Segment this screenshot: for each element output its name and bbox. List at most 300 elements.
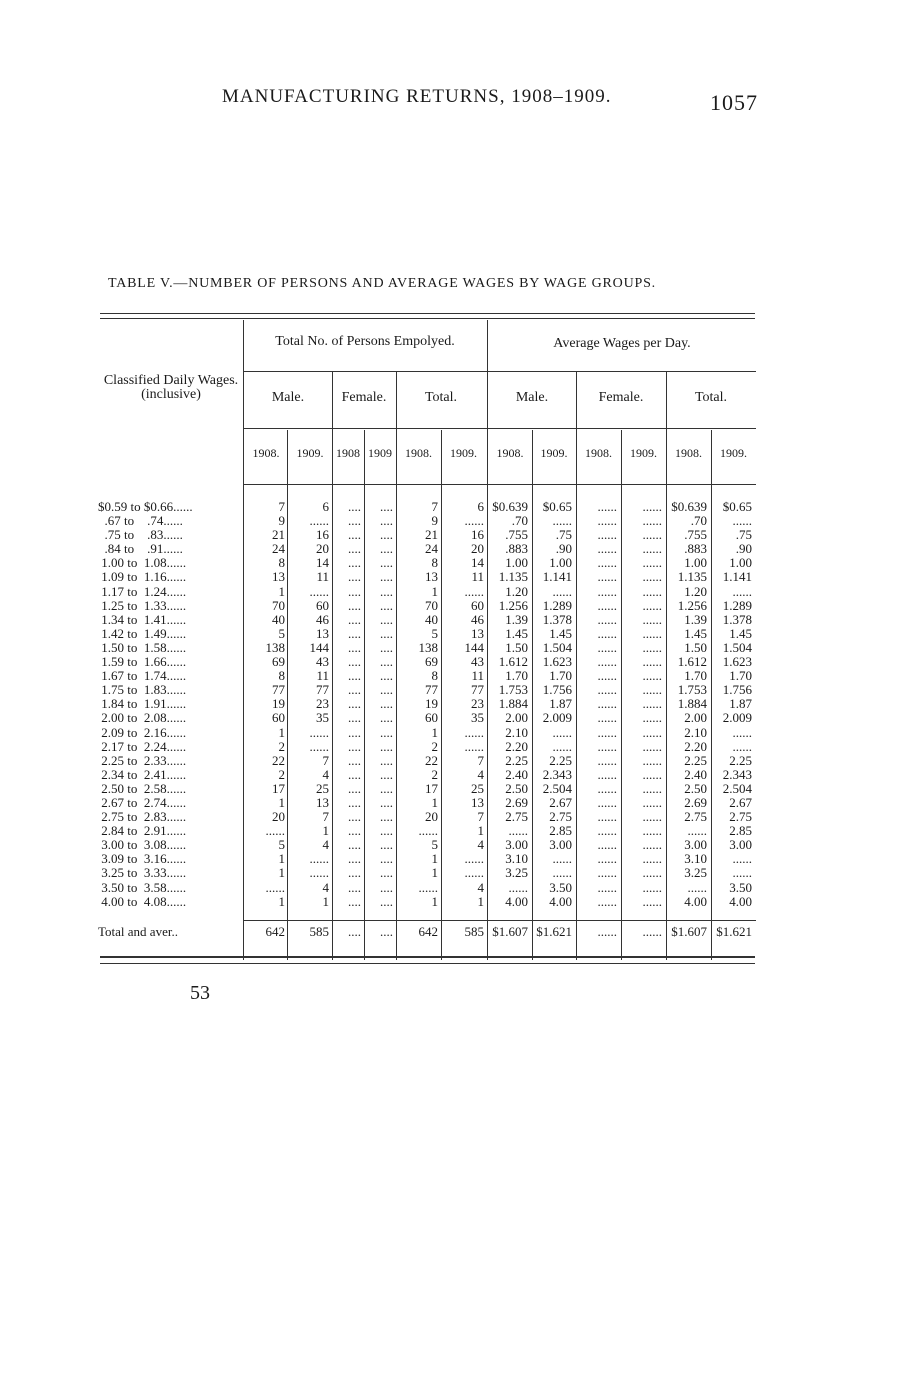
value-cell: 77 — [272, 683, 285, 698]
table-row — [98, 824, 755, 838]
year-header: 1908. — [675, 446, 702, 460]
value-cell: 1.612 — [498, 655, 528, 670]
value-cell: 1.70 — [549, 669, 572, 684]
value-cell: 22 — [425, 753, 438, 768]
value-cell: ...... — [642, 711, 662, 726]
table-row — [98, 556, 755, 570]
value-cell: $0.639 — [671, 500, 707, 514]
wage-class-cell: 1.17 to 1.24...... — [98, 584, 187, 599]
value-cell: ...... — [309, 514, 329, 529]
value-cell: 2.009 — [722, 711, 752, 726]
value-cell: 3.25 — [505, 866, 528, 881]
value-cell: .70 — [690, 514, 707, 529]
value-cell: 2.009 — [542, 711, 572, 726]
value-cell: 1.00 — [549, 556, 572, 571]
value-cell: ...... — [732, 514, 752, 529]
value-cell: ...... — [732, 584, 752, 599]
value-cell: ...... — [687, 824, 707, 839]
value-cell: .... — [348, 697, 361, 712]
value-cell: 1.45 — [729, 626, 752, 641]
value-cell: 6 — [477, 500, 484, 514]
value-cell: .... — [380, 781, 393, 796]
value-cell: .... — [348, 894, 361, 909]
value-cell: 60 — [425, 711, 438, 726]
year-header: 1909. — [540, 446, 568, 460]
value-cell: .... — [380, 528, 393, 543]
value-cell: 4 — [322, 880, 329, 895]
value-cell: 46 — [316, 612, 329, 627]
value-cell: ...... — [597, 669, 617, 684]
value-cell: .755 — [684, 528, 707, 543]
value-cell: 2.25 — [684, 753, 707, 768]
wage-class-cell: 1.09 to 1.16...... — [98, 570, 187, 585]
value-cell: 9 — [431, 514, 438, 529]
table-row — [98, 711, 755, 725]
value-cell: ...... — [642, 598, 662, 613]
value-cell: ...... — [597, 598, 617, 613]
wage-class-cell: 1.34 to 1.41...... — [98, 612, 187, 627]
value-cell: 20 — [425, 810, 438, 825]
value-cell: ...... — [597, 725, 617, 740]
year-header: 1909. — [630, 446, 657, 460]
value-cell: .... — [380, 725, 393, 740]
total-value: 642 — [265, 924, 285, 939]
value-cell: .... — [348, 838, 361, 853]
value-cell: .... — [348, 500, 361, 514]
value-cell: ...... — [418, 880, 438, 895]
value-cell: .... — [348, 711, 361, 726]
value-cell: .... — [348, 570, 361, 585]
value-cell: 1.70 — [729, 669, 752, 684]
wage-class-cell: .67 to .74...... — [98, 514, 183, 529]
value-cell: ...... — [309, 739, 329, 754]
value-cell: 2.40 — [684, 767, 707, 782]
header-divider-3 — [244, 484, 756, 485]
value-cell: 3.10 — [684, 852, 707, 867]
wage-class-cell: 1.42 to 1.49...... — [98, 626, 187, 641]
value-cell: 1.141 — [722, 570, 752, 585]
value-cell: 3.50 — [549, 880, 572, 895]
wage-class-cell: 3.00 to 3.08...... — [98, 838, 187, 853]
value-cell: ...... — [642, 753, 662, 768]
value-cell: .... — [380, 838, 393, 853]
value-cell: ...... — [309, 866, 329, 881]
value-cell: 2.69 — [684, 795, 707, 810]
table-row — [98, 810, 755, 824]
table-row — [98, 796, 755, 810]
value-cell: 1.00 — [729, 556, 752, 571]
value-cell: 21 — [272, 528, 285, 543]
value-cell: 24 — [272, 542, 285, 557]
value-cell: 1 — [431, 584, 438, 599]
value-cell: 20 — [471, 542, 484, 557]
value-cell: ...... — [597, 852, 617, 867]
value-cell: ...... — [597, 640, 617, 655]
value-cell: 1.756 — [722, 683, 752, 698]
total-value: .... — [380, 924, 393, 939]
value-cell: 2.10 — [505, 725, 528, 740]
value-cell: 1 — [278, 725, 285, 740]
value-cell: 138 — [265, 640, 285, 655]
bottom-rule-2 — [100, 963, 755, 964]
value-cell: 3.00 — [729, 838, 752, 853]
value-cell: 35 — [316, 711, 329, 726]
value-cell: 8 — [431, 556, 438, 571]
value-cell: .755 — [505, 528, 528, 543]
value-cell: 2.504 — [722, 781, 752, 796]
value-cell: .... — [380, 866, 393, 881]
value-cell: ...... — [552, 739, 572, 754]
value-cell: 25 — [471, 781, 484, 796]
table-row — [98, 852, 755, 866]
value-cell: 1.884 — [498, 697, 528, 712]
table-row — [98, 528, 755, 542]
value-cell: 77 — [471, 683, 484, 698]
value-cell: .... — [380, 810, 393, 825]
year-header: 1908 — [336, 446, 360, 460]
value-cell: ...... — [265, 880, 285, 895]
total-value: $1.607 — [492, 924, 528, 939]
value-cell: ...... — [508, 824, 528, 839]
value-cell: .... — [348, 584, 361, 599]
value-cell: 4 — [477, 767, 484, 782]
bottom-rule — [100, 956, 755, 958]
value-cell: 1.612 — [677, 655, 707, 670]
value-cell: .... — [348, 669, 361, 684]
value-cell: 1.70 — [505, 669, 528, 684]
value-cell: 24 — [425, 542, 438, 557]
wage-class-cell: 2.34 to 2.41...... — [98, 767, 187, 782]
value-cell: 1.87 — [549, 697, 572, 712]
value-cell: 2.343 — [542, 767, 572, 782]
total-value: ...... — [642, 924, 662, 939]
wage-class-cell: 2.50 to 2.58...... — [98, 781, 187, 796]
value-cell: ...... — [464, 514, 484, 529]
value-cell: ...... — [642, 514, 662, 529]
value-cell: .... — [348, 626, 361, 641]
value-cell: 22 — [272, 753, 285, 768]
table-row — [98, 655, 755, 669]
total-value: $1.621 — [716, 924, 752, 939]
total-value: 585 — [464, 924, 484, 939]
wage-class-cell: .75 to .83...... — [98, 528, 183, 543]
table-row — [98, 881, 755, 895]
value-cell: 8 — [278, 669, 285, 684]
top-rule — [100, 313, 755, 314]
top-rule-2 — [100, 318, 755, 319]
value-cell: 7 — [322, 753, 329, 768]
table-row — [98, 570, 755, 584]
value-cell: 7 — [477, 753, 484, 768]
year-header: 1908. — [496, 446, 524, 460]
value-cell: .75 — [735, 528, 752, 543]
footer-number: 53 — [190, 982, 210, 1004]
value-cell: 1.623 — [542, 655, 572, 670]
value-cell: 60 — [471, 598, 484, 613]
value-cell: 14 — [471, 556, 484, 571]
value-cell: 13 — [471, 626, 484, 641]
wage-class-cell: 4.00 to 4.08...... — [98, 894, 187, 909]
value-cell: 2.10 — [684, 725, 707, 740]
value-cell: 144 — [309, 640, 329, 655]
sub-female-wages: Female. — [598, 390, 644, 405]
value-cell: 17 — [425, 781, 438, 796]
value-cell: ...... — [642, 824, 662, 839]
value-cell: 2.25 — [549, 753, 572, 768]
value-cell: ...... — [642, 725, 662, 740]
value-cell: 7 — [322, 810, 329, 825]
value-cell: 2.67 — [729, 795, 752, 810]
value-cell: .... — [380, 711, 393, 726]
value-cell: .90 — [555, 542, 572, 557]
value-cell: ...... — [552, 852, 572, 867]
wage-class-cell: 1.75 to 1.83...... — [98, 683, 187, 698]
value-cell: ...... — [597, 683, 617, 698]
value-cell: .... — [348, 598, 361, 613]
table-row — [98, 542, 755, 556]
value-cell: ...... — [642, 640, 662, 655]
value-cell: 13 — [471, 795, 484, 810]
value-cell: 2.69 — [505, 795, 528, 810]
value-cell: ...... — [642, 542, 662, 557]
value-cell: 2.00 — [505, 711, 528, 726]
page-number: 1057 — [710, 90, 758, 115]
value-cell: 14 — [316, 556, 329, 571]
value-cell: ...... — [597, 838, 617, 853]
wage-class-cell: 2.00 to 2.08...... — [98, 711, 187, 726]
value-cell: 1.45 — [684, 626, 707, 641]
value-cell: ...... — [597, 711, 617, 726]
table-row — [98, 669, 755, 683]
value-cell: .... — [380, 697, 393, 712]
wage-class-cell: 2.17 to 2.24...... — [98, 739, 187, 754]
value-cell: .... — [380, 795, 393, 810]
value-cell: ...... — [597, 626, 617, 641]
sub-total-wages: Total. — [694, 390, 728, 405]
value-cell: 1.45 — [549, 626, 572, 641]
value-cell: 2.85 — [729, 824, 752, 839]
total-divider — [244, 920, 756, 921]
value-cell: 1 — [431, 725, 438, 740]
value-cell: 23 — [471, 697, 484, 712]
value-cell: $0.639 — [492, 500, 528, 514]
value-cell: .... — [380, 500, 393, 514]
wage-class-cell: 2.25 to 2.33...... — [98, 753, 187, 768]
value-cell: 40 — [425, 612, 438, 627]
total-value: $1.607 — [671, 924, 707, 939]
value-cell: ...... — [642, 739, 662, 754]
table-row — [98, 613, 755, 627]
value-cell: 1.141 — [542, 570, 572, 585]
year-header: 1909. — [720, 446, 747, 460]
table-row — [98, 726, 755, 740]
value-cell: .... — [380, 894, 393, 909]
value-cell: .... — [348, 810, 361, 825]
value-cell: 5 — [278, 626, 285, 641]
value-cell: ...... — [265, 824, 285, 839]
value-cell: 1.135 — [498, 570, 528, 585]
value-cell: 70 — [425, 598, 438, 613]
wage-class-cell: 1.84 to 1.91...... — [98, 697, 187, 712]
value-cell: 4.00 — [729, 894, 752, 909]
value-cell: ...... — [464, 866, 484, 881]
value-cell: .... — [380, 753, 393, 768]
value-cell: ...... — [597, 556, 617, 571]
value-cell: .... — [380, 669, 393, 684]
value-cell: 40 — [272, 612, 285, 627]
value-cell: 1.884 — [677, 697, 707, 712]
value-cell: 138 — [418, 640, 438, 655]
value-cell: 1 — [322, 894, 329, 909]
wage-class-cell: 2.67 to 2.74...... — [98, 795, 187, 810]
table-row — [98, 838, 755, 852]
value-cell: 4 — [477, 880, 484, 895]
value-cell: ...... — [642, 697, 662, 712]
value-cell: .... — [348, 612, 361, 627]
value-cell: 6 — [322, 500, 329, 514]
value-cell: 2.25 — [505, 753, 528, 768]
value-cell: 17 — [272, 781, 285, 796]
value-cell: 2 — [431, 767, 438, 782]
value-cell: ...... — [464, 584, 484, 599]
value-cell: ...... — [552, 866, 572, 881]
value-cell: .... — [380, 767, 393, 782]
value-cell: 2.20 — [684, 739, 707, 754]
value-cell: ...... — [642, 894, 662, 909]
value-cell: .... — [348, 725, 361, 740]
value-cell: 1.39 — [505, 612, 528, 627]
value-cell: ...... — [642, 795, 662, 810]
value-cell: 35 — [471, 711, 484, 726]
value-cell: 70 — [272, 598, 285, 613]
value-cell: 1.378 — [542, 612, 572, 627]
table-row — [98, 866, 755, 880]
value-cell: .... — [380, 640, 393, 655]
value-cell: 11 — [471, 669, 484, 684]
table-row — [98, 500, 755, 514]
value-cell: 2 — [278, 739, 285, 754]
table-row — [98, 895, 755, 909]
value-cell: 1.87 — [729, 697, 752, 712]
wage-class-cell: 1.25 to 1.33...... — [98, 598, 187, 613]
value-cell: ...... — [597, 739, 617, 754]
value-cell: .75 — [555, 528, 572, 543]
value-cell: 7 — [431, 500, 438, 514]
year-header: 1909. — [450, 446, 477, 460]
value-cell: .... — [380, 626, 393, 641]
value-cell: ...... — [597, 795, 617, 810]
value-cell: ...... — [642, 838, 662, 853]
value-cell: 2.67 — [549, 795, 572, 810]
value-cell: 4.00 — [684, 894, 707, 909]
value-cell: ...... — [732, 852, 752, 867]
value-cell: 3.10 — [505, 852, 528, 867]
value-cell: 1.256 — [498, 598, 528, 613]
value-cell: .... — [380, 584, 393, 599]
value-cell: ...... — [597, 824, 617, 839]
wage-class-cell: 1.00 to 1.08...... — [98, 556, 187, 571]
value-cell: ...... — [508, 880, 528, 895]
total-label: Total and aver.. — [98, 924, 178, 939]
value-cell: ...... — [464, 739, 484, 754]
value-cell: 11 — [471, 570, 484, 585]
total-value: 642 — [418, 924, 438, 939]
wage-class-cell: 1.59 to 1.66...... — [98, 655, 187, 670]
value-cell: 2.343 — [722, 767, 752, 782]
header-divider-2 — [244, 428, 756, 429]
value-cell: ...... — [642, 880, 662, 895]
value-cell: ...... — [642, 528, 662, 543]
value-cell: ...... — [309, 852, 329, 867]
value-cell: 1.20 — [505, 584, 528, 599]
running-title: MANUFACTURING RETURNS, 1908–1909. — [222, 86, 612, 107]
value-cell: 5 — [431, 838, 438, 853]
value-cell: ...... — [597, 584, 617, 599]
value-cell: 20 — [272, 810, 285, 825]
value-cell: 1.289 — [542, 598, 572, 613]
total-value: ...... — [597, 924, 617, 939]
value-cell: 1 — [431, 795, 438, 810]
value-cell: 4 — [322, 838, 329, 853]
value-cell: 19 — [425, 697, 438, 712]
value-cell: .... — [348, 866, 361, 881]
value-cell: 2 — [278, 767, 285, 782]
value-cell: .... — [348, 655, 361, 670]
value-cell: .... — [348, 640, 361, 655]
value-cell: 3.00 — [549, 838, 572, 853]
wage-class-cell: 1.50 to 1.58...... — [98, 640, 187, 655]
value-cell: .70 — [511, 514, 528, 529]
value-cell: ...... — [642, 655, 662, 670]
value-cell: 8 — [278, 556, 285, 571]
value-cell: ...... — [597, 514, 617, 529]
value-cell: $0.65 — [542, 500, 572, 514]
wage-class-cell: $0.59 to $0.66...... — [98, 500, 193, 514]
value-cell: 1 — [278, 852, 285, 867]
value-cell: ...... — [597, 866, 617, 881]
value-cell: 60 — [272, 711, 285, 726]
total-value: $1.621 — [536, 924, 572, 939]
value-cell: .... — [380, 655, 393, 670]
value-cell: .... — [348, 542, 361, 557]
value-cell: ...... — [687, 880, 707, 895]
value-cell: 3.25 — [684, 866, 707, 881]
value-cell: 5 — [278, 838, 285, 853]
value-cell: ...... — [642, 570, 662, 585]
value-cell: .... — [348, 528, 361, 543]
value-cell: 1 — [322, 824, 329, 839]
sub-male-persons: Male. — [271, 390, 305, 405]
value-cell: 13 — [425, 570, 438, 585]
value-cell: ...... — [642, 767, 662, 782]
value-cell: 13 — [316, 795, 329, 810]
value-cell: .883 — [505, 542, 528, 557]
value-cell: .... — [348, 514, 361, 529]
group-header-persons: Total No. of Persons Empolyed. — [275, 334, 455, 349]
wage-table-body — [98, 500, 755, 909]
value-cell: ...... — [552, 514, 572, 529]
sub-total-persons: Total. — [424, 390, 458, 405]
value-cell: 1.45 — [505, 626, 528, 641]
value-cell: .... — [380, 514, 393, 529]
table-row — [98, 697, 755, 711]
wage-class-cell: 2.09 to 2.16...... — [98, 725, 187, 740]
value-cell: .... — [380, 570, 393, 585]
table-row — [98, 599, 755, 613]
value-cell: $0.65 — [722, 500, 752, 514]
value-cell: .... — [380, 598, 393, 613]
value-cell: ...... — [597, 894, 617, 909]
